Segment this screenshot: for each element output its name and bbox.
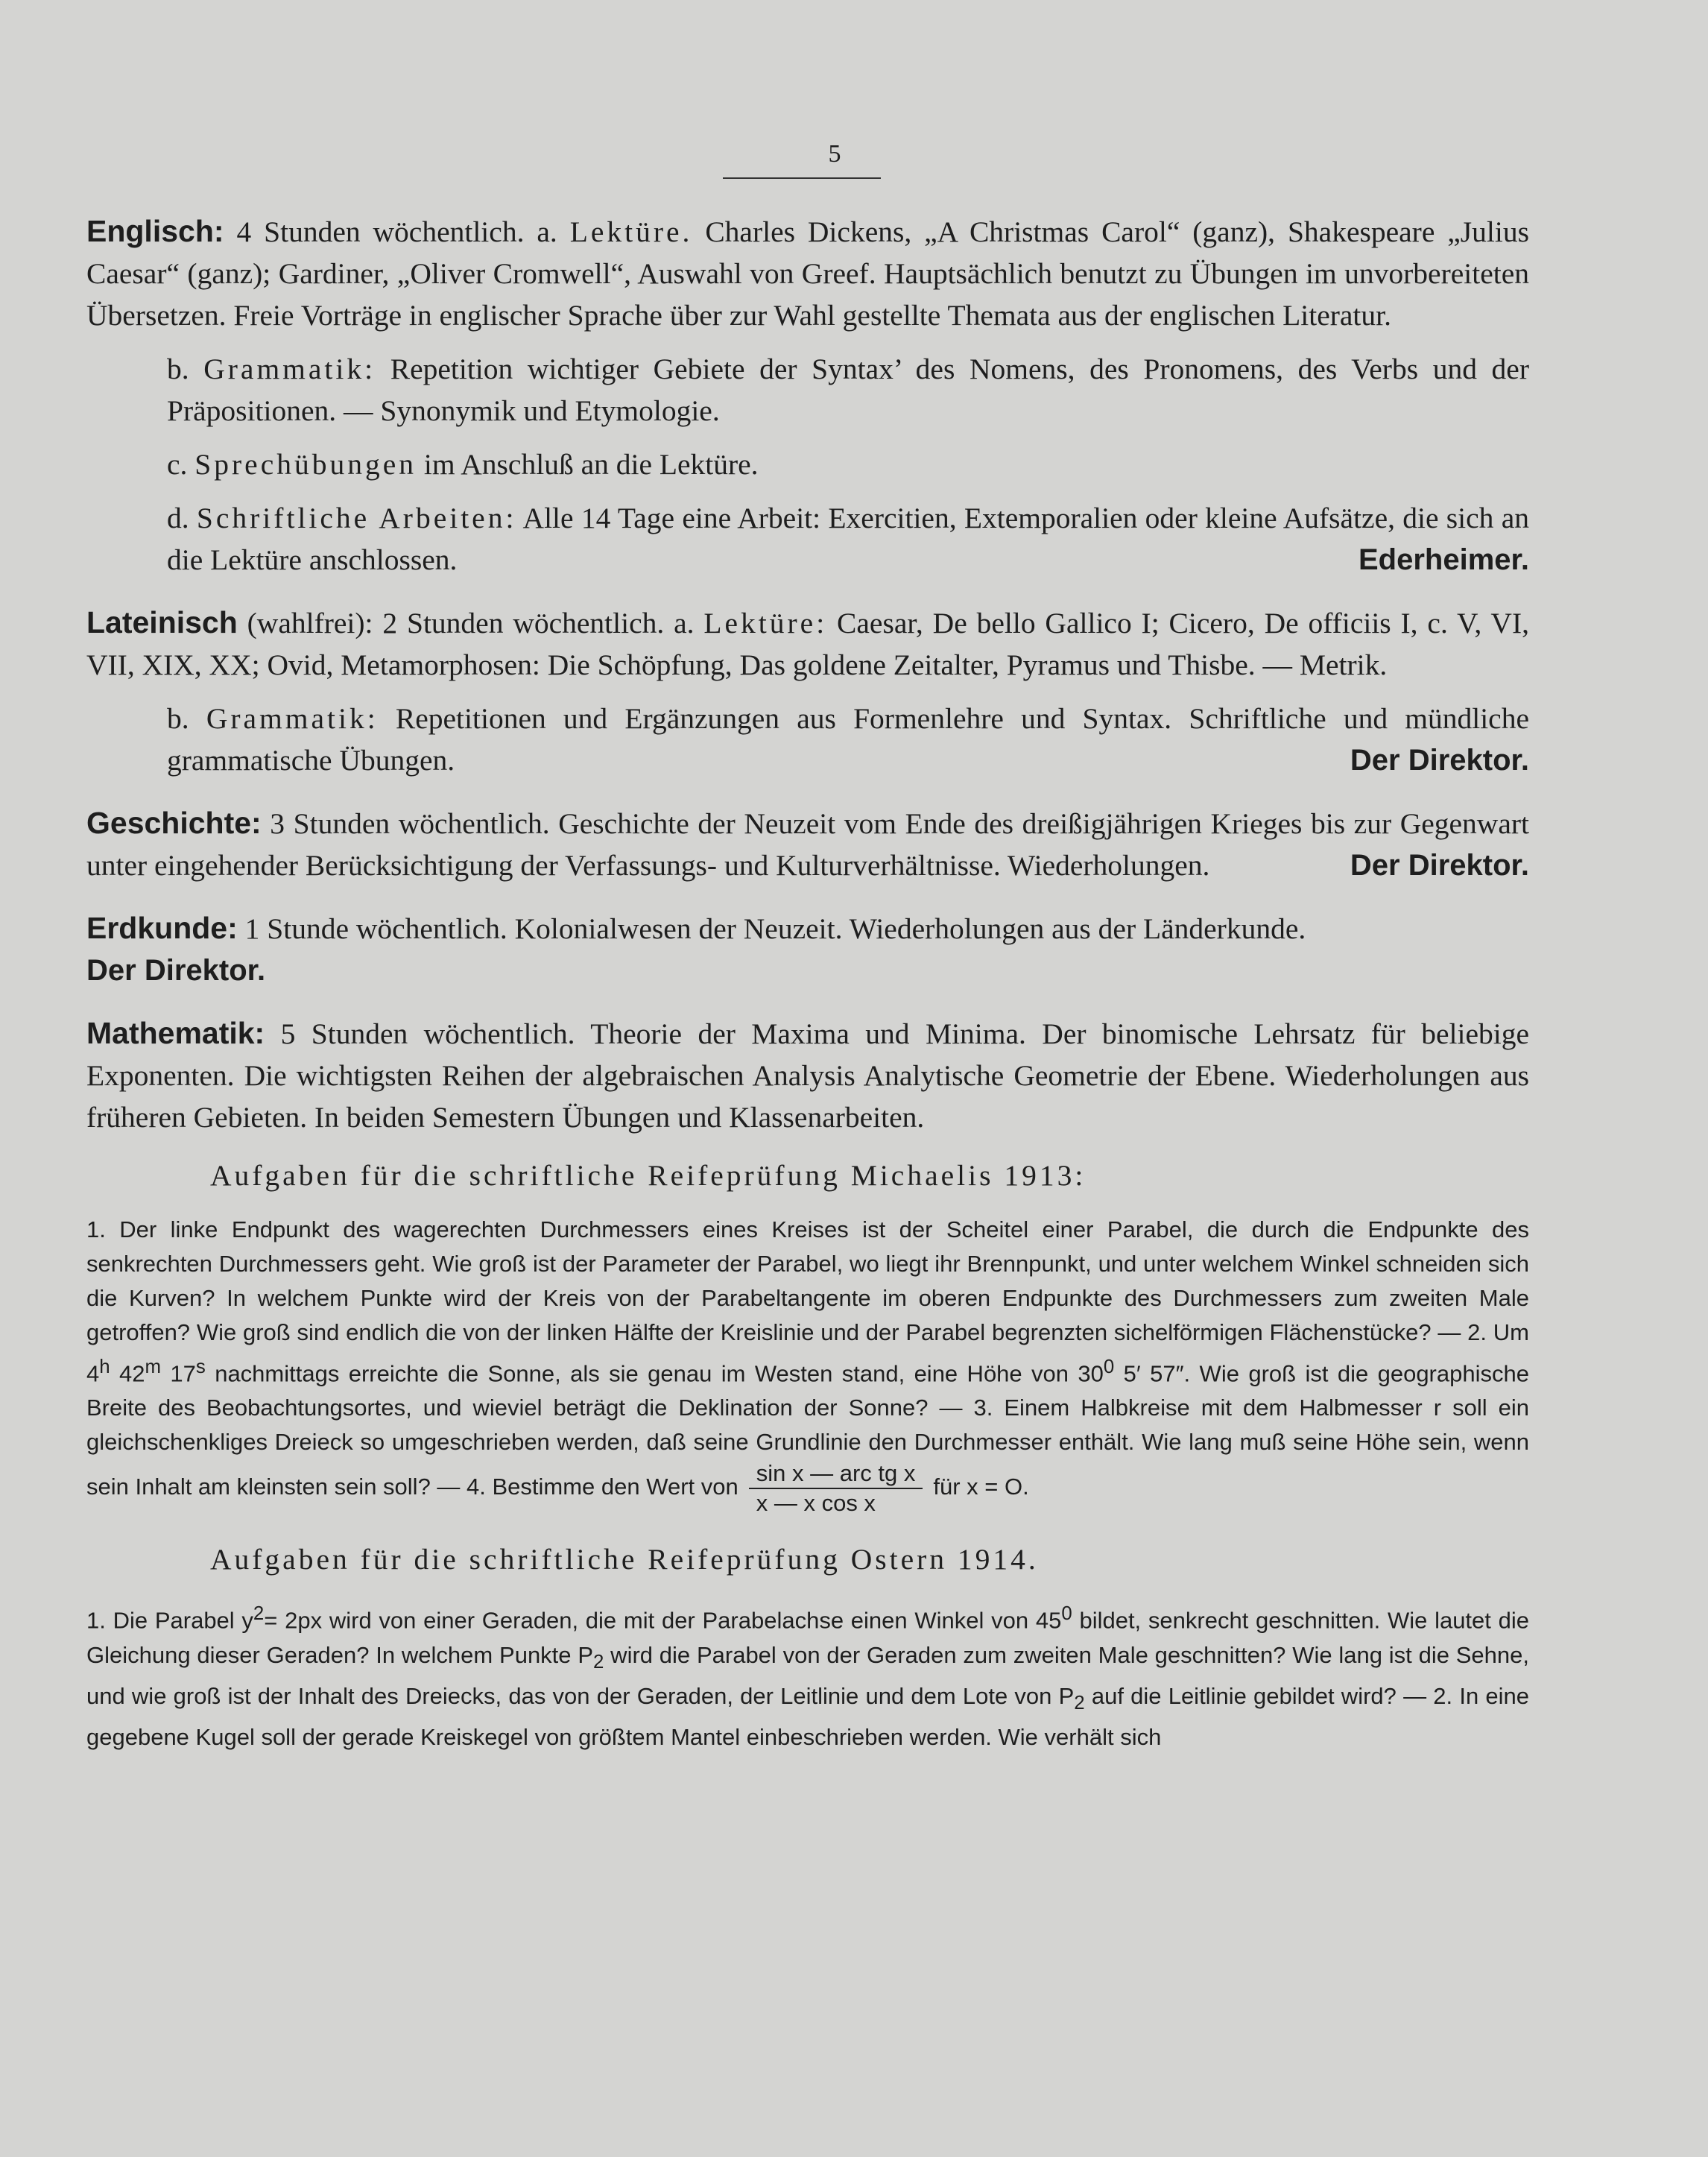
- englisch-paragraph-a: Englisch: 4 Stunden wöchentlich. a. Lektüre. Charles Dickens, „A Christmas Carol“ (ganz), Shakespeare „Julius Caesar“ (ganz); Gardiner, „Oliver Cromwell“, Auswahl von Greef. Hauptsächlich benutzt zu Übungen im unvorbereiteten Übersetzen. Freie Vorträge in englischer Sprache über zur Wahl gestellte Themata aus der englischen Literatur.: [86, 214, 1529, 332]
- aufgaben-1913-text: 1. Der linke Endpunkt des wagerechten Durchmessers eines Kreises ist der Scheitel einer Parabel, die durch die Endpunkte des senkrechten Durchmessers geht. Wie groß ist der Parameter der Parabel, wo liegt ihr Brennpunkt, und unter welchem Winkel schneiden sich die Kurven? In welchem Punkte wird der Kreis von der Parabeltangente im oberen Endpunkte des Durchmessers zum zweiten Male getroffen? Wie groß sind endlich die von der linken Hälfte der Kreislinie und der Parabel begrenzten sichelförmigen Flächenstücke? — 2. Um 4$^h$ 42$^m$ 17$^s$ nachmittags erreichte die Sonne, als sie genau im Westen stand, eine Höhe von $30^0$ 5′ 57″. Wie groß ist die geographische Breite des Beobachtungsortes, und wieviel beträgt die Deklination der Sonne? — 3. Einem Halbkreise mit dem Halbmesser r soll ein gleichschenkliges Dreieck so umgeschrieben werden, daß seine Grundlinie den Durchmesser enthält. Wie lang muß seine Höhe sein, wenn sein Inhalt am kleinsten sein soll? — 4. Bestimme den Wert von $\frac{\text{sin x — arc tg x}}{\text{x — x cos x}}$ für x = O.: [86, 1216, 1529, 1517]
- page-number: 5: [828, 140, 841, 168]
- section-mathematik: [86, 1012, 1529, 1755]
- geschichte-paragraph: Geschichte: 3 Stunden wöchentlich. Geschichte der Neuzeit vom Ende des dreißigjährigen Krieges bis zur Gegenwart unter eingehender Berücksichtigung der Verfassungs- und Kulturverhältnisse. Wiederholungen. Der Direktor.: [86, 802, 1529, 886]
- section-heading: Lateinisch: [86, 605, 238, 639]
- englisch-paragraph-c: c. Sprechübungen im Anschluß an die Lektüre.: [167, 448, 759, 481]
- fraction-denominator: x — x cos x: [756, 1490, 876, 1517]
- aufgaben-1913-title: Aufgaben für die schriftliche Reifeprüfung Michaelis 1913:: [210, 1159, 1087, 1192]
- section-geschichte: [86, 802, 1529, 886]
- section-heading: Erdkunde:: [86, 911, 238, 945]
- aufgaben-1914-title: Aufgaben für die schriftliche Reifeprüfung Ostern 1914.: [210, 1543, 1039, 1576]
- signature: Der Direktor.: [86, 954, 266, 987]
- signature: Der Direktor.: [1350, 744, 1529, 777]
- section-erdkunde: [86, 907, 1529, 991]
- latein-paragraph-b: b. Grammatik: Repetitionen und Ergänzungen aus Formenlehre und Syntax. Schriftliche und mündliche grammatische Übungen. Der Direktor.: [86, 698, 1529, 781]
- section-lateinisch: [86, 601, 1529, 781]
- englisch-paragraph-b: b. Grammatik: Repetition wichtiger Gebiete der Syntax’ des Nomens, des Pronomens, des Verbs und der Präpositionen. — Synonymik und Etymologie.: [167, 353, 1529, 427]
- page-number-rule: [723, 177, 881, 179]
- signature: Der Direktor.: [1350, 849, 1529, 882]
- page-content: [86, 210, 1529, 1755]
- section-heading: Mathematik:: [86, 1016, 265, 1050]
- mathematik-paragraph: Mathematik: 5 Stunden wöchentlich. Theorie der Maxima und Minima. Der binomische Lehrsatz für beliebige Exponenten. Die wichtigsten Reihen der algebraischen Analysis Analytische Geometrie der Ebene. Wiederholungen aus früheren Gebieten. In beiden Semestern Übungen und Klassenarbeiten.: [86, 1016, 1529, 1134]
- section-englisch: [86, 210, 1529, 581]
- erdkunde-signature-line: [86, 950, 1529, 991]
- section-heading: Geschichte:: [86, 806, 262, 840]
- section-heading: Englisch:: [86, 214, 224, 248]
- signature: Ederheimer.: [1358, 543, 1529, 576]
- aufgaben-1914-text: 1. Die Parabel $y^2= 2px$ wird von einer Geraden, die mit der Parabelachse einen Winkel von $45^0$ bildet, senkrecht geschnitten. Wie lautet die Gleichung dieser Geraden? In welchem Punkte $P_2$ wird die Parabel von der Geraden zum zweiten Male geschnitten? Wie lang ist die Sehne, und wie groß ist der Inhalt des Dreiecks, das von der Geraden, der Leitlinie und dem Lote von $P_2$ auf die Leitlinie gebildet wird? — 2. In eine gegebene Kugel soll der gerade Kreiskegel von größtem Mantel einbeschrieben werden. Wie verhält sich: [86, 1603, 1530, 1751]
- formula-fraction: [749, 1459, 923, 1518]
- erdkunde-paragraph: Erdkunde: 1 Stunde wöchentlich. Kolonialwesen der Neuzeit. Wiederholungen aus der Länderkunde.: [86, 911, 1306, 945]
- latein-paragraph-a: Lateinisch (wahlfrei): 2 Stunden wöchentlich. a. Lektüre: Caesar, De bello Gallico I; Cicero, De officiis I, c. V, VI, VII, XIX, XX; Ovid, Metamorphosen: Die Schöpfung, Das goldene Zeitalter, Pyramus und Thisbe. — Metrik.: [86, 605, 1529, 681]
- englisch-paragraph-d: d. Schriftliche Arbeiten: Alle 14 Tage eine Arbeit: Exercitien, Extemporalien oder kleine Aufsätze, die sich an die Lektüre anschlossen. Ederheimer.: [86, 497, 1529, 581]
- fraction-numerator: sin x — arc tg x: [749, 1459, 923, 1489]
